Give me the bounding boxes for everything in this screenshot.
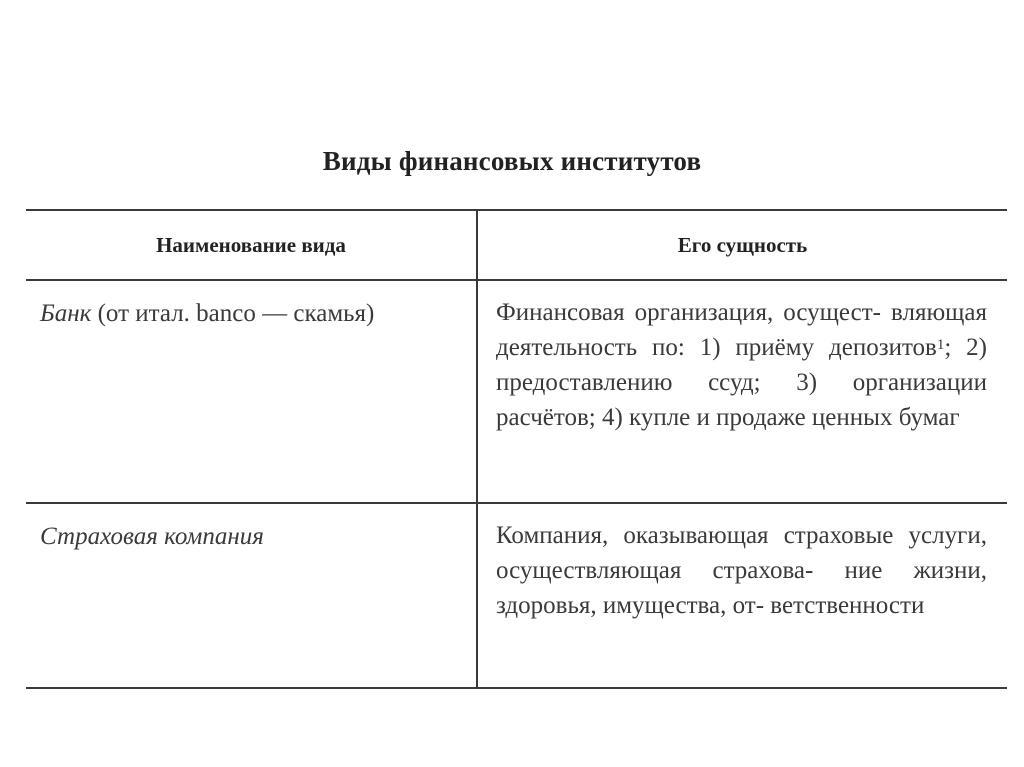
insurance-name-cell (26, 503, 477, 688)
bank-name-cell (26, 280, 477, 503)
footnote-marker: 1 (936, 337, 945, 353)
insurance-company-name: Страховая компания (40, 523, 264, 550)
table-title: Виды финансовых институтов (322, 146, 702, 176)
bank-essence-line: Финансовая организация, осущест- (496, 299, 881, 326)
bank-etymology: (от итал. banco — скамья) (91, 300, 375, 327)
header-name: Наименование вида (26, 210, 477, 280)
bank-essence-line: вляющая деятельность по: 1) приёму (496, 299, 987, 361)
financial-institutions-table (26, 209, 1007, 689)
header-essence: Его сущность (477, 210, 1007, 280)
bank-essence-line: ; 2) предоставлению ссуд; (496, 334, 988, 396)
insurance-essence-line: ние жизни, здоровья, имущества, от- (496, 557, 988, 619)
table-row (26, 280, 1007, 503)
bank-essence-line: продаже ценных бумаг (716, 404, 960, 431)
bank-essence-line: депозитов (829, 334, 937, 361)
bank-name: Банк (40, 300, 92, 327)
bank-essence-line: 3) организации расчётов; 4) купле и (496, 369, 987, 431)
bank-essence-cell (477, 280, 1007, 503)
insurance-essence-line: ветственности (770, 592, 925, 619)
table-header-row (26, 210, 1007, 280)
table-row (26, 503, 1007, 688)
insurance-essence-line: услуги, осуществляющая страхова- (496, 522, 987, 584)
insurance-essence-cell (477, 503, 1007, 688)
insurance-essence-line: Компания, оказывающая страховые (496, 522, 894, 549)
